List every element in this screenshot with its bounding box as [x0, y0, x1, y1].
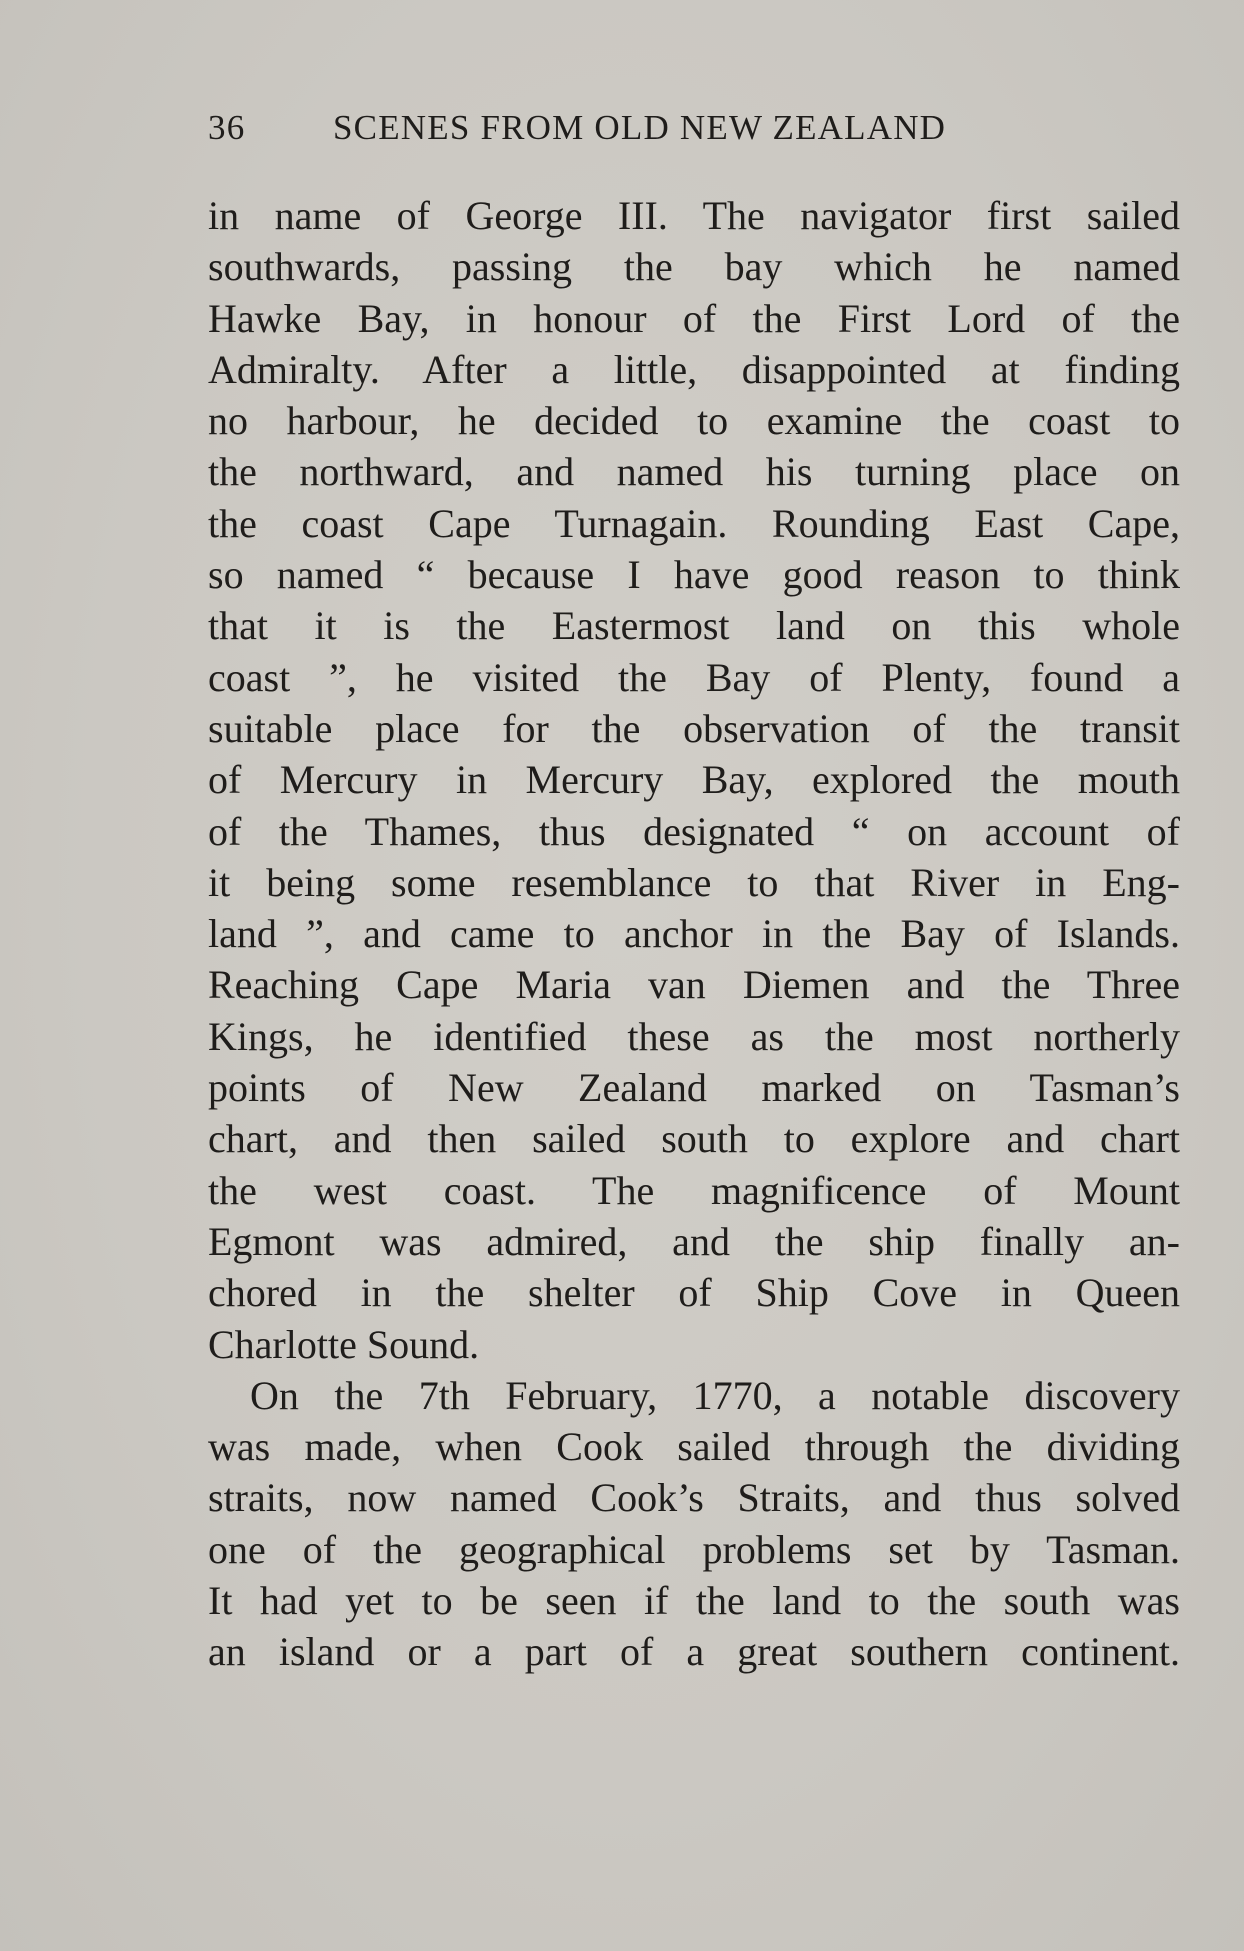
text-line: one of the geographical problems set by Tasman. — [208, 1526, 1180, 1572]
text-line: On the 7th February, 1770, a notable discovery — [250, 1372, 1180, 1418]
text-line: Admiralty. After a little, disappointed at finding — [208, 346, 1180, 392]
text-line: suitable place for the observation of the transit — [208, 705, 1180, 751]
text-line: Reaching Cape Maria van Diemen and the Three — [208, 962, 1180, 1008]
text-line: no harbour, he decided to examine the coast to — [208, 398, 1180, 444]
text-line: of the Thames, thus designated “ on account of — [208, 808, 1180, 854]
text-line: Egmont was admired, and the ship finally an- — [208, 1218, 1180, 1264]
running-title: SCENES FROM OLD NEW ZEALAND — [333, 108, 947, 147]
text-line: the northward, and named his turning place on — [208, 449, 1180, 495]
text-line: Charlotte Sound. — [208, 1321, 480, 1367]
text-line: was made, when Cook sailed through the dividing — [208, 1424, 1180, 1470]
text-line: Kings, he identified these as the most northerly — [208, 1013, 1180, 1059]
text-line: southwards, passing the bay which he named — [208, 244, 1180, 290]
page-number: 36 — [208, 108, 246, 147]
text-line: straits, now named Cook’s Straits, and thus solved — [208, 1475, 1180, 1521]
text-line: coast ”, he visited the Bay of Plenty, found a — [208, 654, 1180, 700]
text-line: an island or a part of a great southern continent. — [208, 1629, 1180, 1675]
running-head — [208, 108, 1050, 158]
text-line: chart, and then sailed south to explore and chart — [208, 1116, 1180, 1162]
text-line: chored in the shelter of Ship Cove in Queen — [208, 1270, 1180, 1316]
text-line: Hawke Bay, in honour of the First Lord of the — [208, 295, 1180, 341]
text-line: points of New Zealand marked on Tasman’s — [208, 1065, 1180, 1111]
text-line: so named “ because I have good reason to think — [208, 552, 1180, 598]
text-line: It had yet to be seen if the land to the south was — [208, 1578, 1180, 1624]
body-text — [208, 190, 1180, 1678]
text-line: of Mercury in Mercury Bay, explored the mouth — [208, 757, 1180, 803]
text-line: the west coast. The magnificence of Mount — [208, 1167, 1180, 1213]
text-line: it being some resemblance to that River in Eng- — [208, 859, 1180, 905]
text-line: that it is the Eastermost land on this whole — [208, 603, 1180, 649]
text-line: in name of George III. The navigator first sailed — [208, 193, 1180, 238]
text-line: land ”, and came to anchor in the Bay of Islands. — [208, 911, 1180, 957]
text-line: the coast Cape Turnagain. Rounding East Cape, — [208, 500, 1180, 546]
